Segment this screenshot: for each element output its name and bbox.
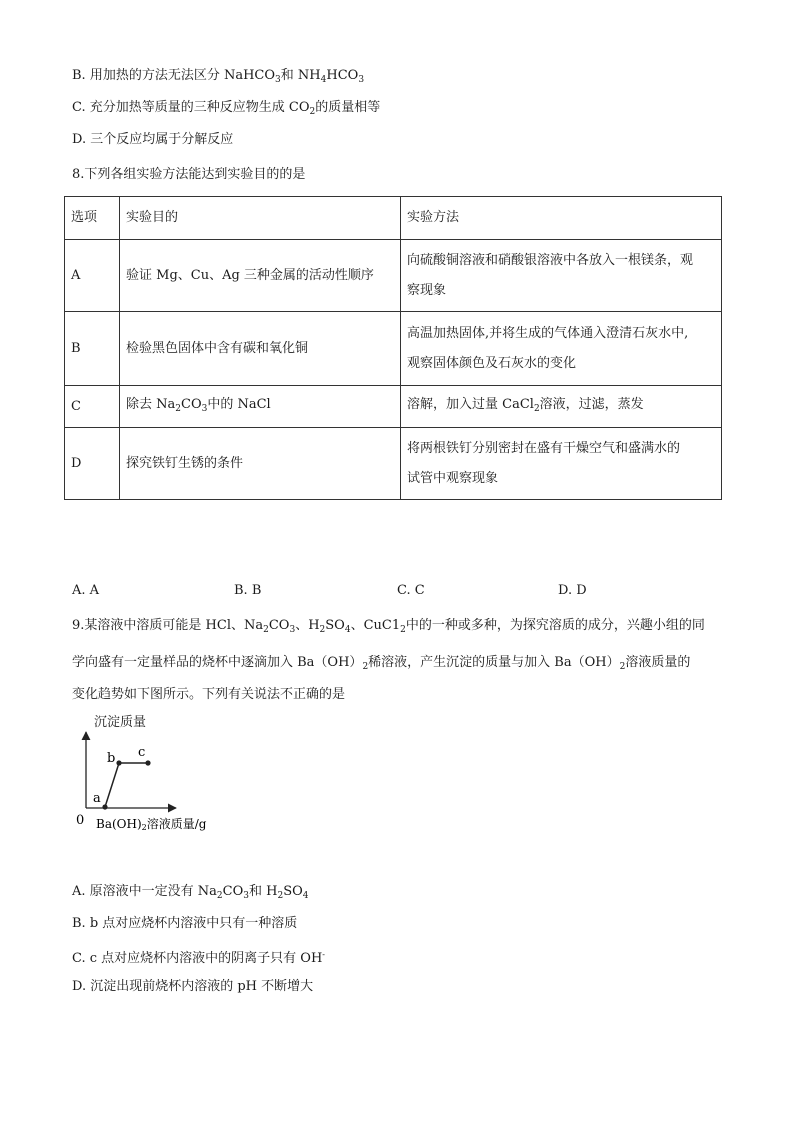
q8-answer-b: B. B	[234, 583, 262, 598]
header-option: 选项	[65, 197, 120, 240]
q9-option-a: A. 原溶液中一定没有 $Na_2CO_3$和 $H_2SO_4$	[72, 884, 309, 901]
q9-option-b: B. b 点对应烧杯内溶液中只有一种溶质	[72, 916, 298, 931]
q9-option-c: C. c 点对应烧杯内溶液中的阴离子只有 OH-	[72, 950, 325, 966]
row-option: D	[65, 428, 120, 500]
row-goal: 验证 Mg、Cu、Ag 三种金属的活动性顺序	[120, 240, 401, 312]
graph-y-label: 沉淀质量	[94, 715, 147, 730]
graph-curve	[105, 763, 148, 807]
q7-option-c: C. 充分加热等质量的三种反应物生成 $CO_2$的质量相等	[72, 100, 381, 117]
point-b-label: b	[107, 751, 116, 766]
row-goal: 检验黑色固体中含有碳和氧化铜	[120, 312, 401, 386]
table-row	[65, 312, 722, 386]
q9-option-d: D. 沉淀出现前烧杯内溶液的 pH 不断增大	[72, 979, 314, 994]
row-method: 溶解，加入过量 CaCl$_2$溶液，过滤，蒸发	[401, 386, 722, 428]
row-option: C	[65, 386, 120, 428]
point-c	[145, 760, 150, 765]
table-row	[65, 428, 722, 500]
q8-stem: 8.下列各组实验方法能达到实验目的的是	[72, 167, 306, 182]
table-header-row	[65, 197, 722, 240]
point-a-label: a	[93, 791, 101, 806]
q9-stem-line1: 9.某溶液中溶质可能是 HCl、$Na_2CO_3$、$H_2SO_4$、$CuC1_2$中的一种或多种，为探究溶质的成分，兴趣小组的同	[72, 618, 705, 635]
row-method: 高温加热固体,并将生成的气体通入澄清石灰水中, 观察固体颜色及石灰水的变化	[401, 312, 722, 386]
q8-answer-a: A. A	[72, 583, 100, 598]
row-method: 将两根铁钉分别密封在盛有干燥空气和盛满水的 试管中观察现象	[401, 428, 722, 500]
q8-experiment-table	[64, 196, 722, 500]
q9-stem-line2: 学向盛有一定量样品的烧杯中逐滴加入 $Ba(OH)_2$稀溶液，产生沉淀的质量与加入 $Ba(OH)_2$溶液质量的	[72, 655, 691, 672]
point-c-label: c	[138, 745, 146, 760]
row-goal: 探究铁钉生锈的条件	[120, 428, 401, 500]
table-row	[65, 240, 722, 312]
q8-answer-c: C. C	[397, 583, 425, 598]
row-goal: 除去 $Na_2CO_3$中的 NaCl	[120, 386, 401, 428]
header-method: 实验方法	[401, 197, 722, 240]
header-goal: 实验目的	[120, 197, 401, 240]
q9-stem-line3: 变化趋势如下图所示。下列有关说法不正确的是	[72, 687, 346, 702]
row-method: 向硫酸铜溶液和硝酸银溶液中各放入一根镁条，观 察现象	[401, 240, 722, 312]
q7-option-b: B. 用加热的方法无法区分 NaHCO$_3$和 $NH_4HCO_3$	[72, 68, 365, 85]
point-a	[102, 804, 107, 809]
point-b	[116, 760, 121, 765]
q9-precipitate-graph	[70, 712, 230, 834]
q7-option-d: D. 三个反应均属于分解反应	[72, 132, 234, 147]
row-option: A	[65, 240, 120, 312]
q8-answer-d: D. D	[558, 583, 587, 598]
row-option: B	[65, 312, 120, 386]
graph-origin-label: 0	[76, 813, 85, 828]
table-row	[65, 386, 722, 428]
graph-x-label: Ba(OH)2溶液质量/g	[96, 817, 207, 832]
